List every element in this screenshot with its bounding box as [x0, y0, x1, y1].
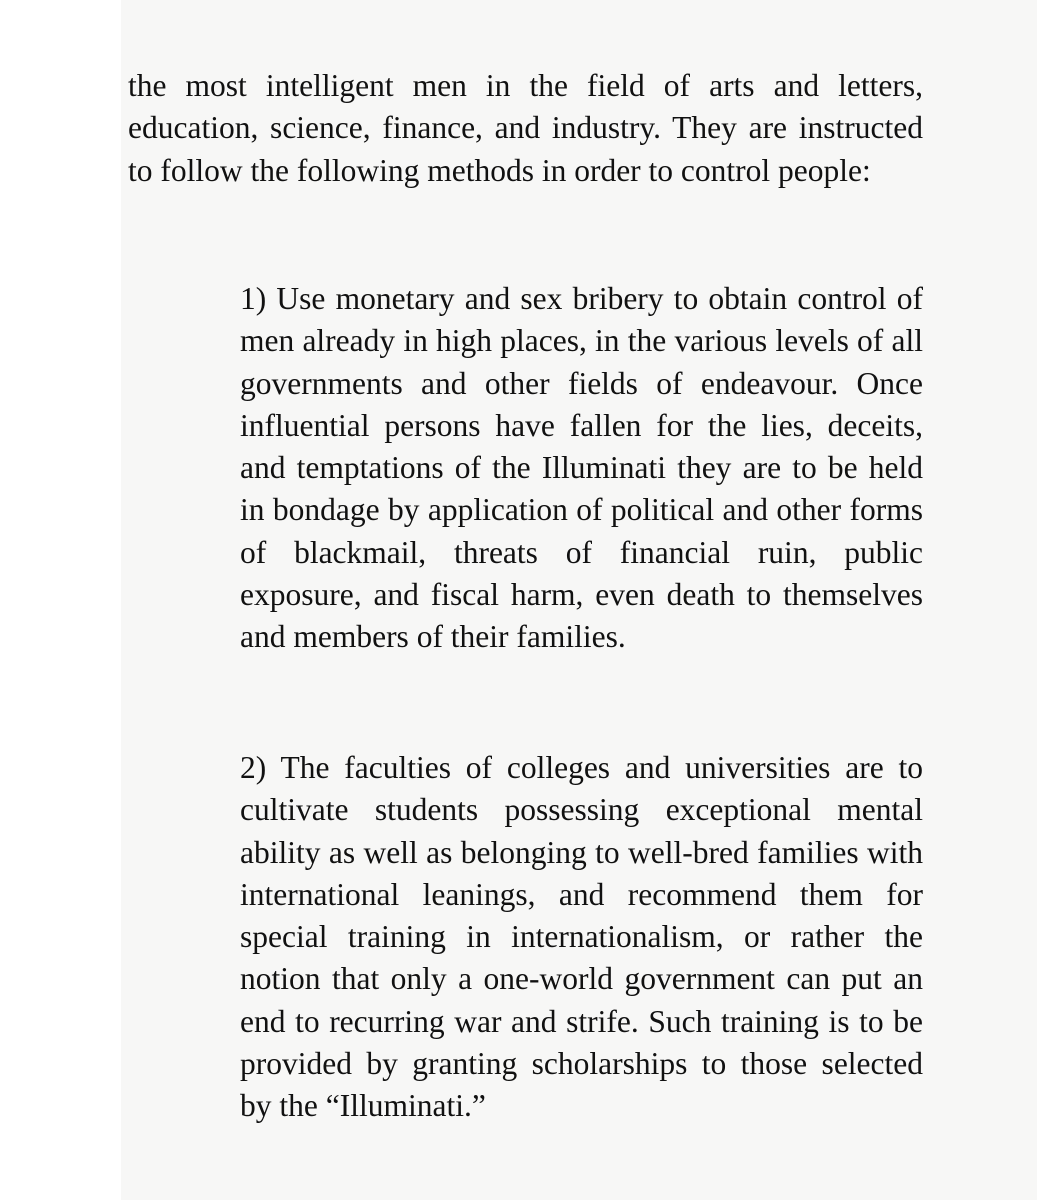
page-margin-left	[0, 0, 121, 1200]
list-item-2: 2) The faculties of colleges and universities are to cultivate students possessing exceptional mental ability as well as belonging to well-bred families with international leanings, and recommend them for special training in internationalism, or rather the notion that only a one-world government can put an end to recurring war and strife. Such training is to be provided by granting scholarships to those selected by the “Illuminati.”	[240, 750, 923, 1124]
intro-paragraph: the most intelligent men in the field of arts and letters, education, science, finance, and industry. They are instructed to follow the following methods in order to control people:	[128, 68, 923, 188]
list-item-1: 1) Use monetary and sex bribery to obtain control of men already in high places, in the various levels of all governments and other fields of endeavour. Once influential persons have fallen for the lies, deceits, and temptations of the Illuminati they are to be held in bondage by application of political and other forms of blackmail, threats of financial ruin, public exposure, and fiscal harm, even death to themselves and members of their families.	[240, 281, 923, 655]
